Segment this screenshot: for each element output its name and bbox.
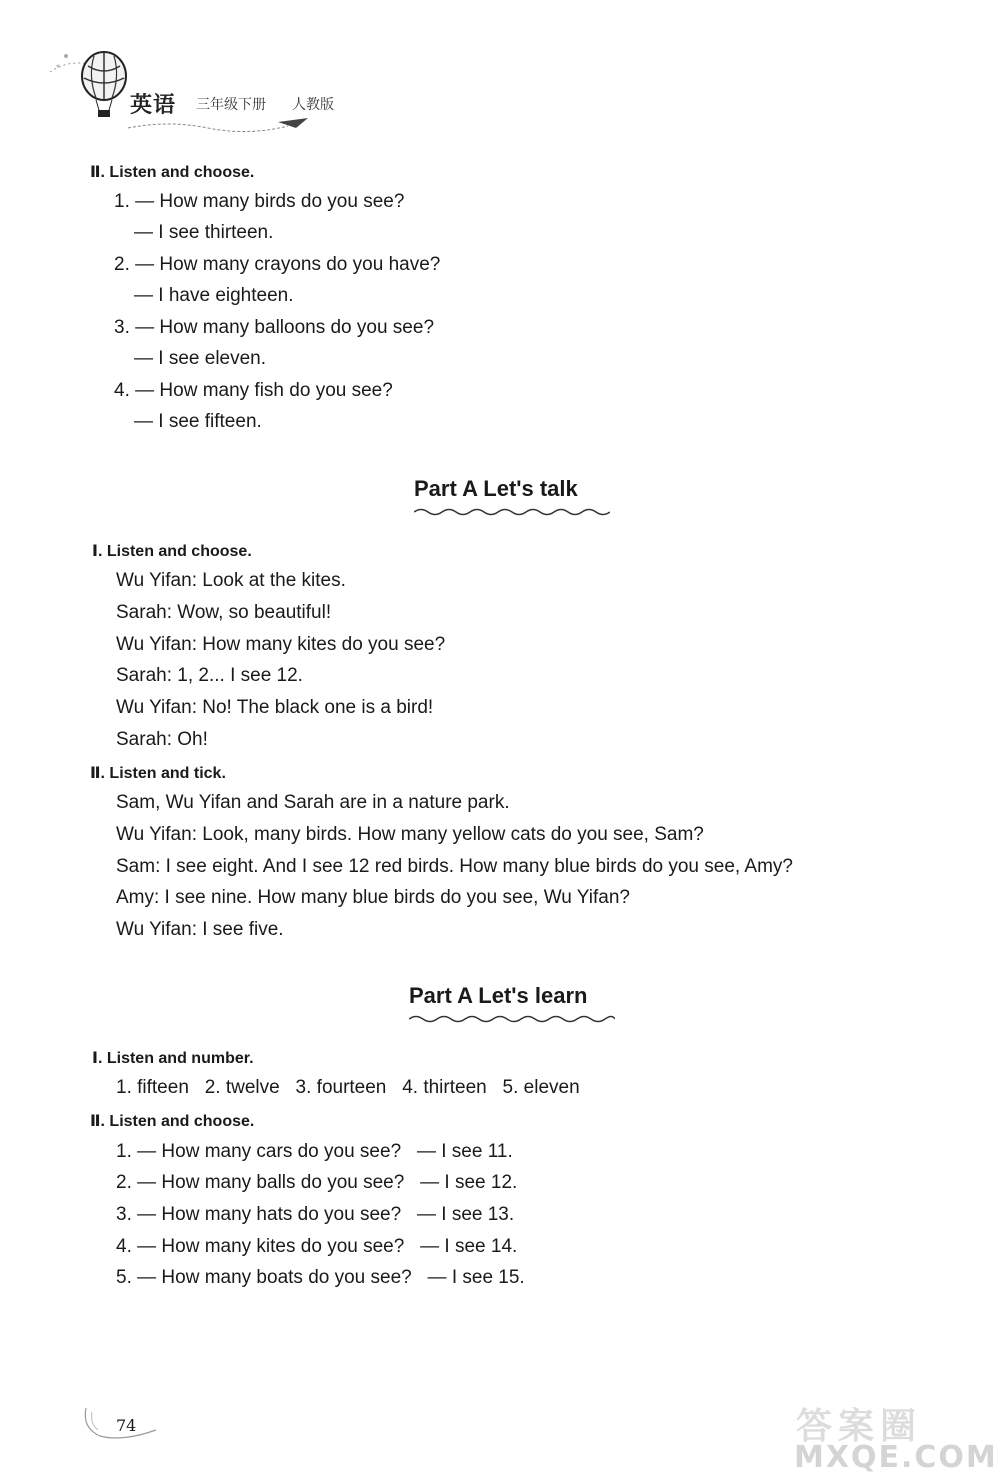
part-title: Part A Let's talk xyxy=(414,476,578,501)
dialogue-line: Sarah: Wow, so beautiful! xyxy=(116,602,332,623)
dialogue-line: Wu Yifan: How many kites do you see? xyxy=(116,634,446,655)
text-line: 1. — How many birds do you see? xyxy=(114,191,405,212)
text-line: 3. — How many hats do you see? — I see 13. xyxy=(116,1204,515,1225)
dialogue-line: Sam, Wu Yifan and Sarah are in a nature park. xyxy=(116,792,510,813)
dialogue-line: Sam: I see eight. And I see 12 red birds. How many blue birds do you see, Amy? xyxy=(116,856,793,877)
dialogue-line: Wu Yifan: No! The black one is a bird! xyxy=(116,697,434,718)
dialogue-line: Sarah: 1, 2... I see 12. xyxy=(116,665,303,686)
text-line: 3. — How many balloons do you see? xyxy=(114,317,435,338)
text-line: 4. — How many fish do you see? xyxy=(114,380,393,401)
subject-title: 英语 xyxy=(130,92,177,118)
text-line: — I see fifteen. xyxy=(134,411,262,432)
dialogue-line: Sarah: Oh! xyxy=(116,729,208,750)
section-label: Ⅱ. Listen and choose. xyxy=(90,164,255,181)
watermark-cn: 答案圈 xyxy=(796,1406,923,1447)
paper-plane-icon xyxy=(278,118,308,128)
grade-label: 三年级下册 xyxy=(196,97,266,113)
text-line: 2. — How many balls do you see? — I see 12. xyxy=(116,1172,518,1193)
part-title: Part A Let's learn xyxy=(409,983,588,1008)
text-line: 5. — How many boats do you see? — I see 15. xyxy=(116,1267,525,1288)
wavy-underline-decoration xyxy=(409,1014,615,1024)
text-line: 2. — How many crayons do you have? xyxy=(114,254,441,275)
dialogue-line: Wu Yifan: Look at the kites. xyxy=(116,570,346,591)
page-number: 74 xyxy=(116,1416,137,1435)
section-label: Ⅱ. Listen and choose. xyxy=(90,1113,255,1130)
text-line: 1. — How many cars do you see? — I see 11. xyxy=(116,1141,513,1162)
section-label: Ⅰ. Listen and number. xyxy=(92,1050,254,1067)
text-line: — I see eleven. xyxy=(134,348,267,369)
watermark-text: MXQE.COM xyxy=(794,1440,998,1475)
text-line: — I have eighteen. xyxy=(134,285,294,306)
edition-label: 人教版 xyxy=(292,97,334,113)
watermark xyxy=(786,1398,998,1476)
hot-air-balloon-icon xyxy=(48,42,138,122)
section-label: Ⅰ. Listen and choose. xyxy=(92,543,252,560)
dialogue-line: Amy: I see nine. How many blue birds do you see, Wu Yifan? xyxy=(116,887,630,908)
section-label: Ⅱ. Listen and tick. xyxy=(90,765,226,782)
page-header xyxy=(48,42,368,142)
wavy-underline-decoration xyxy=(414,507,610,517)
dialogue-line: Wu Yifan: I see five. xyxy=(116,919,284,940)
dialogue-line: Wu Yifan: Look, many birds. How many yellow cats do you see, Sam? xyxy=(116,824,704,845)
text-line: 4. — How many kites do you see? — I see 14. xyxy=(116,1236,518,1257)
number-list-line: 1. fifteen 2. twelve 3. fourteen 4. thirteen 5. eleven xyxy=(116,1077,580,1098)
text-line: — I see thirteen. xyxy=(134,222,274,243)
header-swirl-decoration xyxy=(128,116,328,136)
